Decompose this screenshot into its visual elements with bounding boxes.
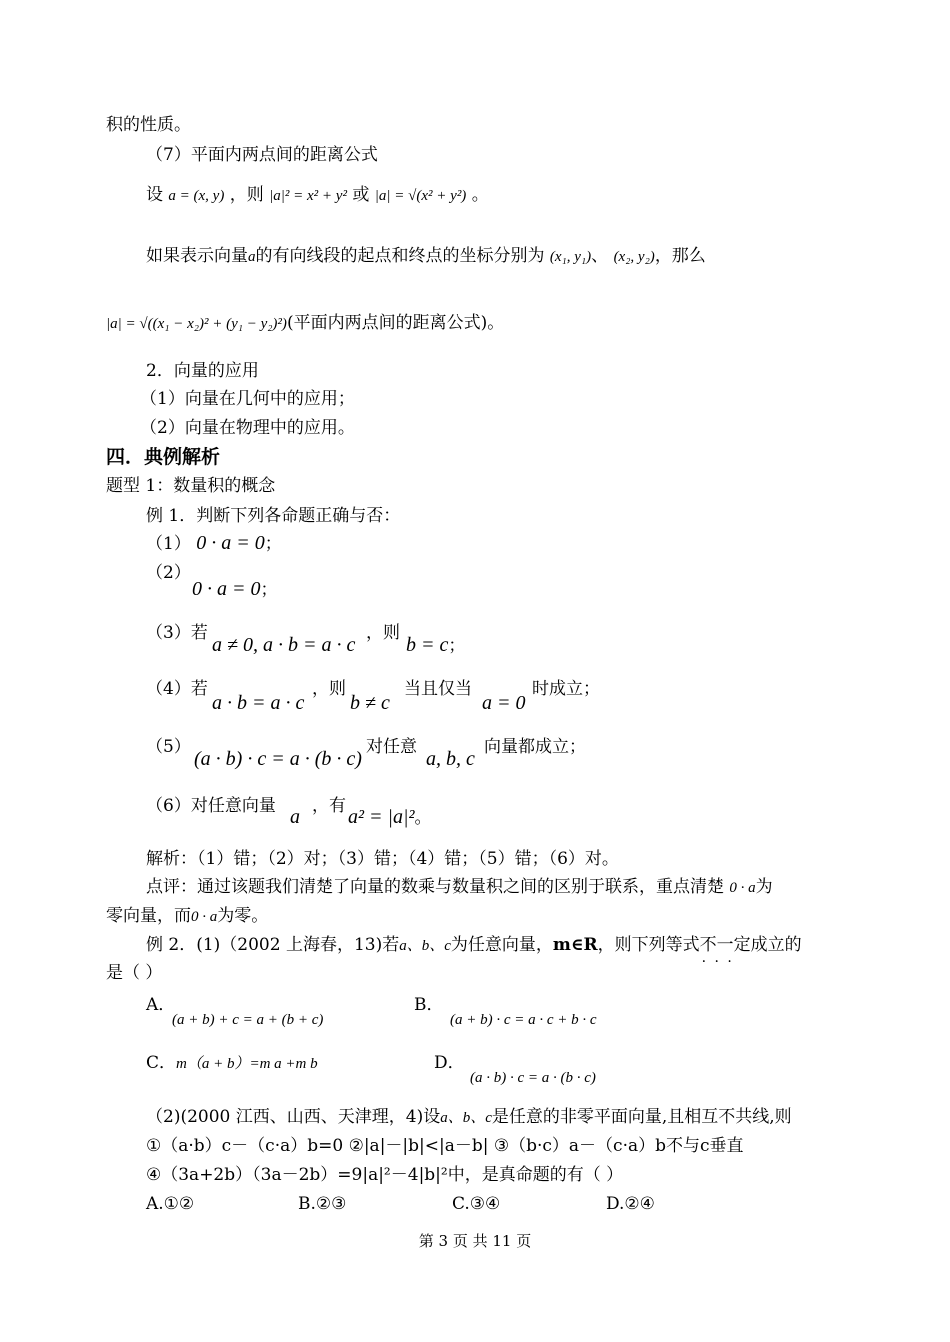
text [312, 678, 346, 700]
option-label: B． [414, 995, 444, 1015]
option-c [146, 1052, 318, 1075]
text: 四．典例解析 [106, 446, 221, 468]
text: 时成立； [532, 679, 600, 699]
text: 零向量，而 [106, 906, 191, 926]
formula: (a + b) · c = a · c + b · c [450, 1012, 597, 1028]
text: 成立的 [750, 935, 802, 955]
text: ，那么 [654, 246, 706, 266]
text: ，有 [312, 796, 346, 816]
formula: |a| = √((x₁ − x₂)² + (y₁ − y₂)²) [106, 316, 287, 332]
formula: 0 · a = 0 [192, 578, 261, 600]
text-line [146, 876, 773, 899]
emphasis-text: 不一定 · · · [700, 935, 751, 955]
formula: |a| = √(x² + y²) [374, 188, 467, 204]
text: 如果表示向量 [146, 246, 248, 266]
formula [350, 692, 390, 715]
text: ； [448, 636, 466, 656]
formula: 0 · a = 0 [196, 532, 265, 554]
text-line [146, 934, 802, 957]
formula: a = (x, y) [168, 188, 225, 204]
text: 对任意 [366, 737, 417, 757]
text-line [146, 736, 191, 758]
option-d [434, 1052, 465, 1074]
text-line [146, 245, 706, 268]
text: m∈R [552, 935, 598, 955]
text: 解析：（1）错；（2）对；（3）错；（4）错；（5）错；（6）对。 [146, 849, 619, 869]
text [366, 622, 400, 644]
choice-d [606, 1193, 655, 1215]
formula [482, 692, 526, 715]
text: 是任意的非零平面向量,且相互不共线,则 [491, 1107, 792, 1127]
text: D.②④ [606, 1194, 655, 1214]
text: 向量都成立； [484, 737, 586, 757]
formula-line [192, 578, 278, 601]
text-line [146, 848, 619, 870]
text: 例 2．(1)（2002 上海春，13)若 [146, 935, 400, 955]
text [312, 795, 346, 817]
text-line [146, 678, 208, 700]
text: 点评：通过该题我们清楚了向量的数乘与数量积之间的区别于联系，重点清楚 [146, 877, 724, 897]
text: 为任意向量， [450, 935, 553, 955]
option-label: A． [146, 995, 176, 1015]
text: 为零。 [217, 906, 269, 926]
choice-a [146, 1193, 194, 1215]
text: ，则 [229, 185, 264, 205]
text: （4）若 [146, 679, 208, 699]
text [366, 736, 417, 758]
text [484, 736, 586, 758]
text-line [106, 905, 268, 928]
text: ； [260, 580, 278, 600]
choice-b [298, 1193, 346, 1215]
text-line [146, 1164, 623, 1186]
option-b [414, 994, 444, 1016]
formula: a² = |a|² [348, 806, 415, 828]
formula [194, 748, 362, 771]
option-label: D． [434, 1053, 465, 1073]
text-line [146, 562, 191, 584]
text: ； [264, 534, 282, 554]
text: ④（3a+2b）（3a－2b）=9|a|²－4|b|²中，是真命题的有（ ） [146, 1165, 624, 1185]
text-line [146, 1135, 744, 1157]
text: 例 1．判断下列各命题正确与否： [146, 506, 401, 526]
formula-line [146, 532, 282, 555]
text: （6）对任意向量 [146, 796, 276, 816]
text: （2)(2000 江西、山西、天津理，4)设 [146, 1107, 441, 1127]
text: A.①② [146, 1194, 195, 1214]
formula [426, 748, 475, 771]
option-label: C． [146, 1053, 177, 1073]
text: C.③④ [452, 1194, 501, 1214]
text: 是（ ） [106, 963, 163, 983]
formula: m（a + b）=m a +m b [176, 1056, 318, 1072]
text: 积的性质。 [106, 115, 191, 135]
text-line [146, 144, 378, 166]
formula: (x₁, y₁) [549, 249, 592, 265]
formula: a [290, 806, 300, 828]
formula [450, 1008, 597, 1031]
formula: b = c [406, 634, 449, 656]
formula [172, 1008, 323, 1031]
formula: a · b = a · c [212, 692, 305, 714]
formula: a、b、c [440, 1110, 492, 1126]
text: (平面内两点间的距离公式)。 [286, 313, 505, 333]
formula: (a · b) · c = a · (b · c) [194, 748, 362, 770]
text: 为 [755, 877, 773, 897]
formula: |a|² = x² + y² [269, 188, 347, 204]
text: （1） [146, 534, 191, 554]
text-line [106, 475, 275, 497]
text [532, 678, 600, 700]
formula [406, 634, 465, 657]
text-line [146, 1106, 792, 1129]
formula: a [248, 249, 256, 265]
formula: (x₂, y₂) [613, 249, 655, 265]
formula [470, 1066, 596, 1089]
formula [212, 692, 304, 715]
text: （2）向量在物理中的应用。 [140, 418, 355, 438]
text-line [146, 622, 208, 644]
formula: a, b, c [426, 748, 475, 770]
formula-line [106, 312, 504, 335]
formula: 0 · a [729, 880, 756, 896]
formula [290, 806, 300, 829]
text: （1）向量在几何中的应用； [140, 389, 355, 409]
formula: (a + b) + c = a + (b + c) [172, 1012, 324, 1028]
page-footer: 第 3 页 共 11 页 [418, 1232, 532, 1250]
text: 。 [471, 185, 489, 205]
formula: 0 · a [191, 909, 218, 925]
formula: a、b、c [399, 938, 451, 954]
formula: a ≠ 0, a · b = a · c [212, 634, 356, 656]
text: 题型 1：数量积的概念 [106, 476, 276, 496]
text: ，则 [366, 623, 400, 643]
formula: a = 0 [482, 692, 526, 714]
text: 的有向线段的起点和终点的坐标分别为 [255, 246, 545, 266]
text-line [106, 962, 162, 984]
formula: b ≠ c [350, 692, 390, 714]
choice-c [452, 1193, 500, 1215]
text: ，则 [312, 679, 346, 699]
text: 、 [591, 246, 609, 266]
text-line [106, 114, 191, 136]
text: 当且仅当 [404, 679, 472, 699]
text: ，则下列等式 [597, 935, 700, 955]
text: B.②③ [298, 1194, 347, 1214]
text: ①（a·b）c－（c·a）b=0 ②|a|－|b|<|a－b| ③（b·c）a－（c·a）b不与c垂直 [146, 1136, 744, 1156]
text [404, 678, 472, 700]
formula: (a · b) · c = a · (b · c) [470, 1070, 596, 1086]
option-a [146, 994, 175, 1016]
formula-line [146, 184, 489, 207]
text-line [146, 795, 276, 817]
text: 设 [146, 185, 163, 205]
text: 。 [414, 808, 432, 828]
section-heading [106, 446, 220, 468]
text: （7）平面内两点间的距离公式 [146, 145, 378, 165]
text: 或 [352, 185, 370, 205]
text: （2） [146, 563, 191, 583]
formula [212, 634, 355, 657]
text: （3）若 [146, 623, 208, 643]
formula [348, 806, 431, 829]
text: （5） [146, 737, 191, 757]
text-line [146, 505, 400, 527]
text: 2．向量的应用 [146, 361, 259, 381]
text-line [140, 417, 355, 439]
text-line [146, 360, 259, 382]
text-line [140, 388, 355, 410]
